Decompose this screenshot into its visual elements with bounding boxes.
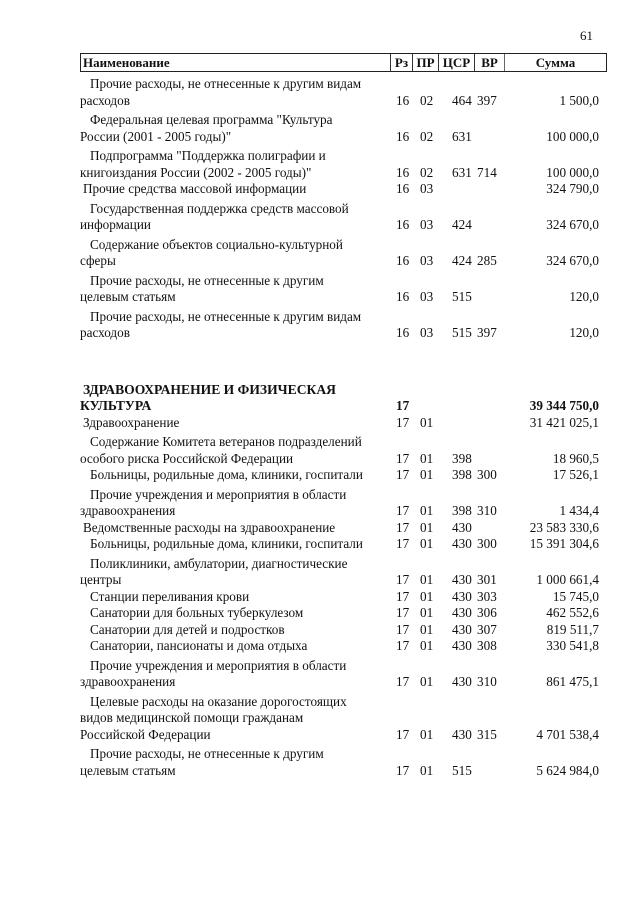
cell-rz: 16 bbox=[396, 253, 410, 268]
cell-vr: 306 bbox=[477, 605, 497, 620]
row-name-line: целевым статьям bbox=[80, 762, 176, 778]
row-name bbox=[80, 605, 380, 622]
row-codes bbox=[392, 451, 607, 468]
row-name bbox=[80, 237, 380, 270]
table-row bbox=[80, 76, 607, 109]
row-name-line: особого риска Российской Федерации bbox=[80, 450, 294, 466]
cell-rz: 17 bbox=[396, 605, 410, 620]
row-name-line: Санатории, пансионаты и дома отдыха bbox=[90, 638, 308, 653]
cell-vr: 300 bbox=[477, 467, 497, 482]
cell-sum: 15 391 304,6 bbox=[529, 536, 599, 551]
row-name bbox=[80, 309, 380, 342]
cell-csr: 430 bbox=[452, 621, 472, 637]
row-codes bbox=[392, 325, 607, 342]
table-row bbox=[80, 181, 607, 198]
header-sum: Сумма bbox=[535, 55, 576, 70]
cell-sum: 5 624 984,0 bbox=[536, 762, 599, 778]
cell-sum: 120,0 bbox=[569, 289, 599, 304]
cell-csr: 430 bbox=[452, 605, 472, 620]
header-pr: ПР bbox=[413, 54, 439, 71]
cell-rz: 17 bbox=[396, 450, 410, 466]
table-row bbox=[80, 309, 607, 342]
row-codes bbox=[392, 129, 607, 146]
cell-rz: 17 bbox=[396, 519, 410, 535]
cell-sum: 324 670,0 bbox=[546, 217, 599, 232]
cell-rz: 16 bbox=[396, 325, 410, 340]
cell-sum: 4 701 538,4 bbox=[536, 726, 599, 742]
table-row bbox=[80, 487, 607, 520]
cell-rz: 16 bbox=[396, 181, 410, 196]
cell-sum: 18 960,5 bbox=[552, 450, 599, 466]
cell-rz: 17 bbox=[396, 536, 410, 551]
cell-rz: 17 bbox=[396, 467, 410, 482]
row-codes bbox=[392, 674, 607, 691]
row-name-line: расходов bbox=[80, 325, 130, 340]
table-body bbox=[80, 76, 607, 779]
cell-rz: 17 bbox=[396, 572, 410, 587]
row-name-line: центры bbox=[80, 572, 122, 587]
cell-csr: 430 bbox=[452, 519, 472, 535]
row-name-line: книгоиздания России (2002 - 2005 годы)" bbox=[80, 164, 312, 180]
cell-pr: 02 bbox=[420, 92, 434, 108]
cell-rz: 16 bbox=[396, 164, 410, 180]
table-row bbox=[80, 556, 607, 589]
cell-vr: 397 bbox=[477, 92, 497, 108]
cell-csr: 430 bbox=[452, 536, 472, 551]
table-row bbox=[80, 658, 607, 691]
cell-rz: 17 bbox=[396, 762, 410, 778]
row-name-line: Государственная поддержка средств массовой bbox=[90, 200, 349, 216]
row-name-line: Здравоохранение bbox=[83, 414, 180, 430]
row-name-line: Прочие учреждения и мероприятия в области bbox=[90, 657, 347, 673]
cell-pr: 01 bbox=[420, 605, 434, 620]
row-name-line: Санатории для детей и подростков bbox=[90, 621, 285, 637]
row-name-line: Прочие расходы, не отнесенные к другим bbox=[90, 272, 324, 288]
cell-pr: 01 bbox=[420, 503, 434, 518]
cell-vr: 303 bbox=[477, 588, 497, 604]
row-name bbox=[80, 487, 380, 520]
row-name bbox=[80, 556, 380, 589]
cell-csr: 398 bbox=[452, 467, 472, 482]
row-name-line: Федеральная целевая программа "Культура bbox=[90, 112, 333, 127]
row-name-line: Прочие учреждения и мероприятия в области bbox=[90, 486, 347, 502]
cell-csr: 398 bbox=[452, 503, 472, 518]
row-name-line: Больницы, родильные дома, клиники, госпитали bbox=[90, 536, 363, 551]
cell-rz: 17 bbox=[396, 726, 410, 742]
cell-vr: 315 bbox=[477, 726, 497, 742]
row-name bbox=[80, 273, 380, 306]
cell-vr: 310 bbox=[477, 503, 497, 518]
row-name bbox=[80, 589, 380, 606]
cell-pr: 03 bbox=[420, 325, 434, 340]
cell-csr: 631 bbox=[452, 164, 472, 180]
cell-sum: 100 000,0 bbox=[546, 128, 599, 144]
cell-csr: 430 bbox=[452, 726, 472, 742]
row-codes bbox=[392, 253, 607, 270]
row-name bbox=[80, 638, 380, 655]
row-name-line: Санатории для больных туберкулезом bbox=[90, 605, 304, 620]
row-name bbox=[80, 536, 380, 553]
row-name bbox=[80, 467, 380, 484]
row-name bbox=[80, 520, 380, 537]
cell-pr: 01 bbox=[420, 638, 434, 653]
cell-vr: 285 bbox=[477, 253, 497, 268]
row-codes bbox=[392, 217, 607, 234]
cell-vr: 300 bbox=[477, 536, 497, 551]
row-name bbox=[80, 658, 380, 691]
row-codes bbox=[392, 165, 607, 182]
cell-csr: 515 bbox=[452, 325, 472, 340]
table-row bbox=[80, 148, 607, 181]
section-row bbox=[80, 382, 607, 415]
cell-pr: 03 bbox=[420, 253, 434, 268]
cell-csr: 631 bbox=[452, 128, 472, 144]
cell-csr: 464 bbox=[452, 92, 472, 108]
row-codes bbox=[392, 398, 607, 415]
cell-rz: 16 bbox=[396, 289, 410, 304]
cell-pr: 01 bbox=[420, 572, 434, 587]
cell-sum: 861 475,1 bbox=[546, 674, 599, 689]
row-codes bbox=[392, 289, 607, 306]
row-codes bbox=[392, 415, 607, 432]
row-name bbox=[80, 746, 380, 779]
table-row bbox=[80, 273, 607, 306]
cell-sum: 330 541,8 bbox=[546, 638, 599, 653]
cell-csr: 515 bbox=[452, 762, 472, 778]
row-name-line: Содержание Комитета ветеранов подразделений bbox=[90, 434, 362, 449]
cell-csr: 430 bbox=[452, 674, 472, 689]
row-codes bbox=[392, 763, 607, 780]
cell-sum: 31 421 025,1 bbox=[529, 414, 599, 430]
row-codes bbox=[392, 572, 607, 589]
cell-rz: 16 bbox=[396, 92, 410, 108]
row-name bbox=[80, 434, 380, 467]
cell-sum: 17 526,1 bbox=[552, 467, 599, 482]
cell-sum: 324 790,0 bbox=[546, 181, 599, 196]
cell-sum: 819 511,7 bbox=[546, 621, 599, 637]
cell-pr: 02 bbox=[420, 164, 434, 180]
table-row bbox=[80, 201, 607, 234]
row-name bbox=[80, 112, 380, 145]
cell-pr: 01 bbox=[420, 467, 434, 482]
cell-rz: 16 bbox=[396, 128, 410, 144]
cell-pr: 01 bbox=[420, 674, 434, 689]
cell-rz: 17 bbox=[396, 414, 410, 430]
cell-csr: 398 bbox=[452, 450, 472, 466]
row-name-line: сферы bbox=[80, 253, 116, 268]
row-name bbox=[80, 382, 380, 415]
header-rz: Рз bbox=[391, 54, 413, 71]
table-row bbox=[80, 694, 607, 744]
row-codes bbox=[392, 503, 607, 520]
cell-rz: 17 bbox=[396, 621, 410, 637]
cell-csr: 430 bbox=[452, 588, 472, 604]
row-codes bbox=[392, 93, 607, 110]
row-codes bbox=[392, 520, 607, 537]
cell-sum: 1 434,4 bbox=[559, 503, 599, 518]
cell-csr: 424 bbox=[452, 217, 472, 232]
cell-rz: 16 bbox=[396, 217, 410, 232]
cell-sum: 23 583 330,6 bbox=[529, 519, 599, 535]
cell-pr: 01 bbox=[420, 450, 434, 466]
cell-sum: 1 500,0 bbox=[559, 92, 599, 108]
table-row bbox=[80, 622, 607, 639]
row-name-line: здравоохранения bbox=[80, 674, 176, 689]
header-csr: ЦСР bbox=[439, 54, 475, 71]
row-name-line: Подпрограмма "Поддержка полиграфии и bbox=[90, 148, 326, 163]
cell-pr: 01 bbox=[420, 762, 434, 778]
row-name-line: Прочие расходы, не отнесенные к другим видам bbox=[90, 76, 362, 91]
cell-pr: 01 bbox=[420, 726, 434, 742]
cell-pr: 01 bbox=[420, 414, 434, 430]
row-codes bbox=[392, 605, 607, 622]
cell-rz: 17 bbox=[396, 638, 410, 653]
row-name-line: целевым статьям bbox=[80, 289, 176, 304]
row-codes bbox=[392, 589, 607, 606]
table-row bbox=[80, 520, 607, 537]
cell-pr: 01 bbox=[420, 621, 434, 637]
table-row bbox=[80, 746, 607, 779]
row-codes bbox=[392, 727, 607, 744]
row-name bbox=[80, 201, 380, 234]
table-row bbox=[80, 237, 607, 270]
row-name-line: Прочие расходы, не отнесенные к другим bbox=[90, 746, 324, 761]
row-name-line: Прочие расходы, не отнесенные к другим видам bbox=[90, 308, 362, 324]
row-name-line: расходов bbox=[80, 92, 130, 108]
row-name-line: информации bbox=[80, 217, 151, 232]
row-name-line: КУЛЬТУРА bbox=[80, 398, 152, 413]
row-name-line: Прочие средства массовой информации bbox=[83, 181, 307, 196]
row-name-line: Содержание объектов социально-культурной bbox=[90, 236, 343, 252]
row-codes bbox=[392, 467, 607, 484]
table-row bbox=[80, 536, 607, 553]
cell-pr: 03 bbox=[420, 181, 434, 196]
cell-pr: 03 bbox=[420, 217, 434, 232]
cell-sum: 15 745,0 bbox=[552, 588, 599, 604]
cell-pr: 02 bbox=[420, 128, 434, 144]
table-header bbox=[80, 53, 607, 72]
table-row bbox=[80, 589, 607, 606]
cell-pr: 03 bbox=[420, 289, 434, 304]
table-row bbox=[80, 415, 607, 432]
row-name-line: видов медицинской помощи гражданам bbox=[80, 710, 304, 725]
row-name bbox=[80, 622, 380, 639]
cell-vr: 301 bbox=[477, 572, 497, 587]
cell-pr: 01 bbox=[420, 519, 434, 535]
row-codes bbox=[392, 181, 607, 198]
cell-pr: 01 bbox=[420, 588, 434, 604]
cell-sum: 100 000,0 bbox=[546, 164, 599, 180]
cell-csr: 515 bbox=[452, 289, 472, 304]
cell-vr: 308 bbox=[477, 638, 497, 653]
table-row bbox=[80, 112, 607, 145]
row-name-line: Станции переливания крови bbox=[90, 588, 250, 604]
table-row bbox=[80, 638, 607, 655]
cell-rz: 17 bbox=[396, 398, 410, 413]
cell-csr: 424 bbox=[452, 253, 472, 268]
row-name bbox=[80, 694, 380, 744]
header-name: Наименование bbox=[81, 54, 391, 71]
row-name bbox=[80, 148, 380, 181]
row-name-line: Больницы, родильные дома, клиники, госпитали bbox=[90, 467, 363, 482]
cell-pr: 01 bbox=[420, 536, 434, 551]
header-vr: ВР bbox=[475, 54, 505, 71]
cell-sum: 39 344 750,0 bbox=[529, 398, 599, 413]
row-name-line: Российской Федерации bbox=[80, 726, 211, 742]
row-name-line: здравоохранения bbox=[80, 503, 176, 518]
cell-sum: 1 000 661,4 bbox=[536, 572, 599, 587]
cell-rz: 17 bbox=[396, 503, 410, 518]
row-codes bbox=[392, 622, 607, 639]
table-row bbox=[80, 605, 607, 622]
cell-sum: 324 670,0 bbox=[546, 253, 599, 268]
row-codes bbox=[392, 536, 607, 553]
row-codes bbox=[392, 638, 607, 655]
cell-rz: 17 bbox=[396, 674, 410, 689]
row-name bbox=[80, 181, 380, 198]
row-name-line: ЗДРАВООХРАНЕНИЕ И ФИЗИЧЕСКАЯ bbox=[83, 381, 337, 397]
cell-vr: 307 bbox=[477, 621, 497, 637]
row-name-line: Целевые расходы на оказание дорогостоящих bbox=[90, 693, 347, 709]
cell-sum: 462 552,6 bbox=[546, 605, 599, 620]
table-row bbox=[80, 467, 607, 484]
cell-vr: 714 bbox=[477, 164, 497, 180]
page-number: 61 bbox=[580, 28, 593, 43]
cell-csr: 430 bbox=[452, 572, 472, 587]
row-name bbox=[80, 76, 380, 109]
row-name bbox=[80, 415, 380, 432]
cell-vr: 397 bbox=[477, 325, 497, 340]
cell-rz: 17 bbox=[396, 588, 410, 604]
row-name-line: Поликлиники, амбулатории, диагностические bbox=[90, 555, 348, 571]
cell-vr: 310 bbox=[477, 674, 497, 689]
cell-sum: 120,0 bbox=[569, 325, 599, 340]
table-row bbox=[80, 434, 607, 467]
row-name-line: Ведомственные расходы на здравоохранение bbox=[83, 519, 336, 535]
cell-csr: 430 bbox=[452, 638, 472, 653]
row-name-line: России (2001 - 2005 годы)" bbox=[80, 128, 232, 144]
